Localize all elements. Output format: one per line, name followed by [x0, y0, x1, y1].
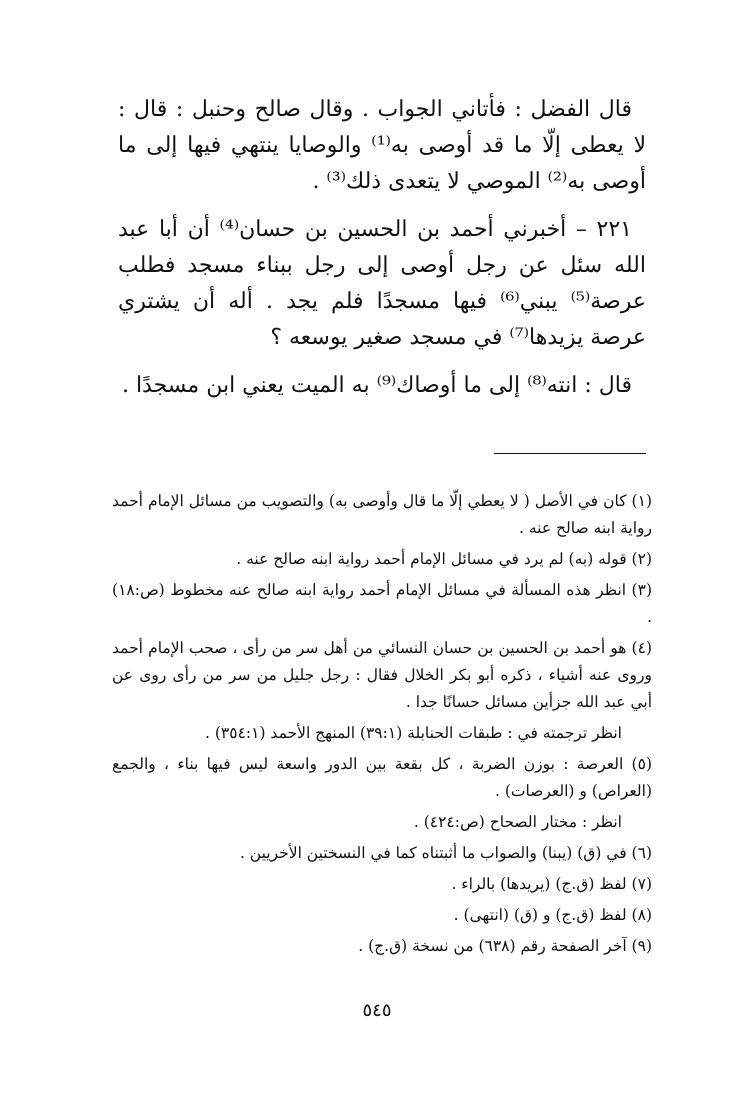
footnote-3: (٣) انظر هذه المسألة في مسائل الإمام أحمد رواية ابنه صالح عنه مخطوط (ص:١٨) . [112, 581, 652, 626]
footnote-6: (٦) في (ق) (يبنا) والصواب ما أثبتناه كما في النسختين الأخريين . [239, 844, 652, 862]
footnote-1: (١) كان في الأصل ( لا يعطي إلّا ما قال وأوصى به) والتصويب من مسائل الإمام أحمد رواية ابنه صالح عنه . [112, 492, 652, 537]
footnote-5-reference: انظر : مختار الصحاح (ص:٤٢٤) . [413, 813, 622, 831]
main-text [118, 92, 646, 416]
paragraph-2: ٢٢١ – أخبرني أحمد بن الحسين بن حسان⁽⁴⁾ أن أبا عبد الله سئل عن رجل أوصى إلى رجل ببناء مسجد فطلب عرصة⁽⁵⁾ يبني⁽⁶⁾ فيها مسجدًا فلم يجد . أله أن يشتري عرصة يزيدها⁽⁷⁾ في مسجد صغير يوسعه ؟ [118, 217, 646, 350]
footnote-5: (٥) العرصة : بوزن الضربة ، كل بقعة بين الدور واسعة ليس فيها بناء ، والجمع (العراص) و (العرصات) . [112, 755, 652, 800]
paragraph-1: قال الفضل : فأتاني الجواب . وقال صالح وحنبل : قال : لا يعطى إلّا ما قد أوصى به⁽¹⁾ والوصايا ينتهي فيها إلى ما أوصى به⁽²⁾ الموصي لا يتعدى ذلك⁽³⁾ . [118, 97, 646, 194]
footnote-4-reference: انظر ترجمته في : طبقات الحنابلة (٣٩:١) المنهج الأحمد (٣٥٤:١) . [205, 724, 622, 742]
footnote-divider [494, 453, 646, 454]
footnote-2: (٢) قوله (به) لم يرد في مسائل الإمام أحمد رواية ابنه صالح عنه . [236, 550, 652, 568]
footnote-8: (٨) لفظ (ق.ج) و (ق) (انتهى) . [453, 906, 652, 924]
footnote-7: (٧) لفظ (ق.ج) (يريدها) بالراء . [451, 875, 652, 893]
footnote-4: (٤) هو أحمد بن الحسين بن حسان النسائي من أهل سر من رأى ، صحب الإمام أحمد وروى عنه أشياء ، ذكره أبو بكر الخلال فقال : رجل جليل من سر من رأى روى عن أبي عبد الله جزأين مسائل حسانًا جدا . [112, 639, 652, 711]
footnote-9: (٩) آخر الصفحة رقم (٦٣٨) من نسخة (ق.ج) . [358, 937, 652, 955]
page-number: ٥٤٥ [362, 1000, 392, 1021]
footnotes [112, 488, 652, 964]
paragraph-3: قال : انته⁽⁸⁾ إلى ما أوصاك⁽⁹⁾ به الميت يعني ابن مسجدًا . [121, 373, 632, 398]
